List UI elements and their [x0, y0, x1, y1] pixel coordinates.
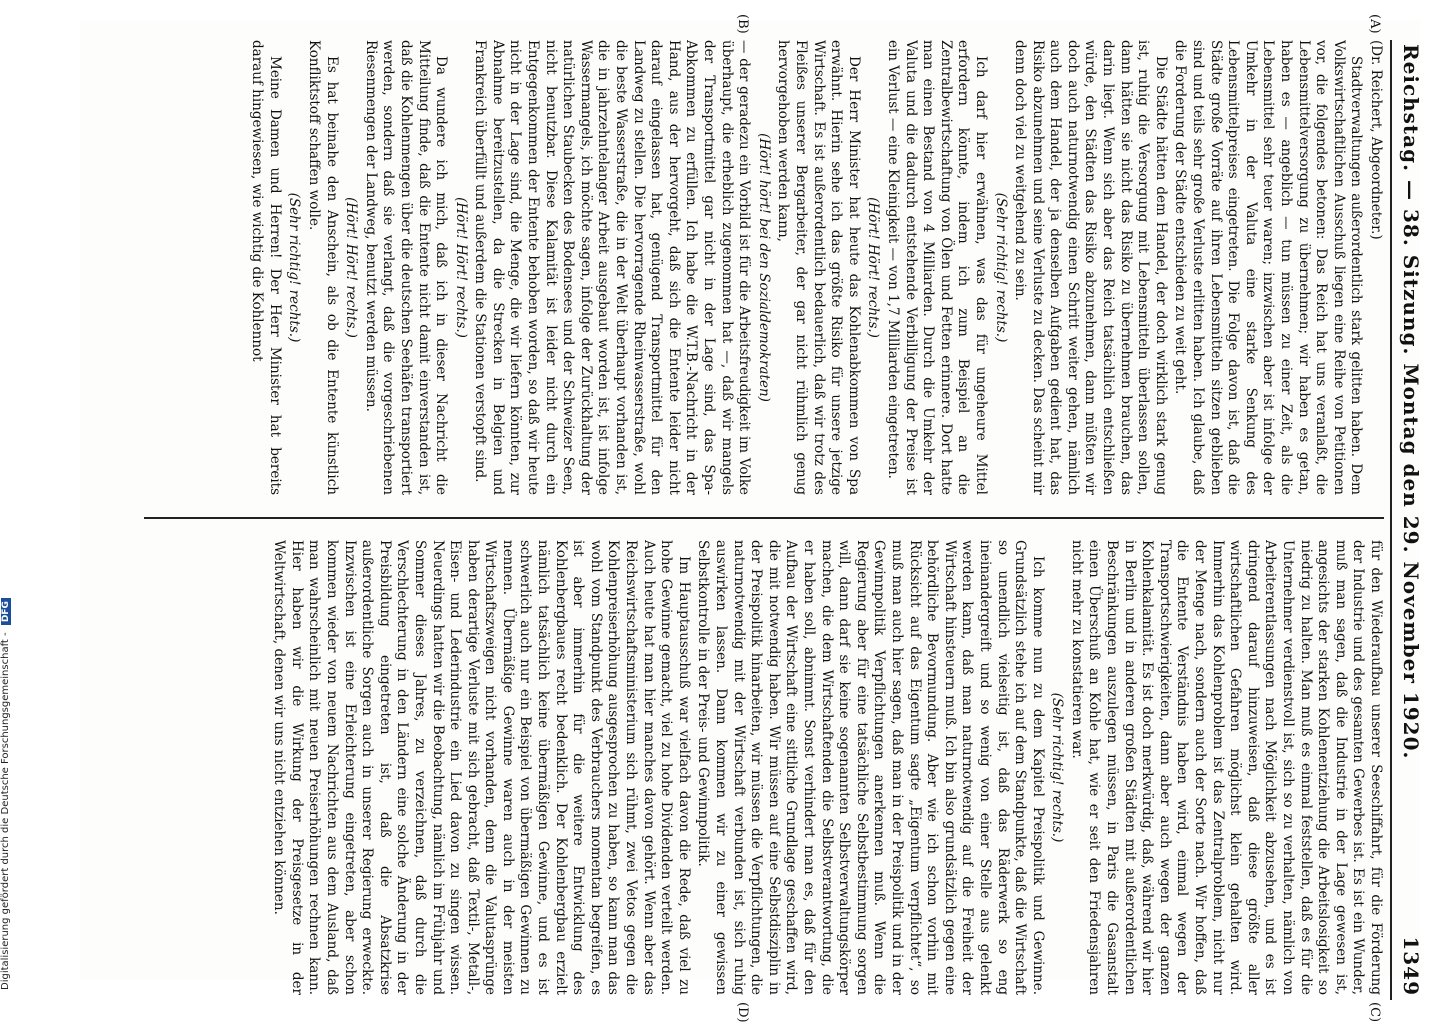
interjection: (Hört! Hört! rechts.) [865, 197, 882, 338]
text-column-left [144, 40, 1384, 495]
page-number: 1349 [1399, 936, 1423, 996]
margin-marker-b: (B) [735, 14, 750, 34]
dfg-logo: DFG [1, 598, 11, 625]
paragraph: (Dr. Reichert, Abgeordneter.) [1368, 40, 1384, 240]
interjection: (Sehr richtig! rechts.) [286, 192, 303, 343]
text-column-right [144, 540, 1384, 995]
interjection: (Sehr richtig! rechts.) [992, 192, 1009, 343]
interjection: (Hört! hört! bei den Sozialdemokraten) [755, 133, 772, 402]
digitization-credit [0, 598, 20, 990]
header-title: Reichstag. — 38. Sitzung. Montag den 29. November 1920. [1399, 44, 1423, 760]
page-header [1390, 40, 1430, 1000]
credit-text: Digitalisierung gefördert durch die Deutsche Forschungsgemeinschaft - [0, 632, 11, 990]
paragraph: Es hat beinahe den Anschein, als ob die Entente künstlich Konfliktstoff schaffen wolle. [305, 40, 340, 495]
paragraph: für den Wiederaufbau unserer Seeschiffahrt, für die Förderung der Industrie und des gesamten Gewerbes ist. Es ist ein Wunder, muß man sagen, daß die Industrie in der Lage gewesen ist, angesichts der starken Kohlenentziehung die Arbeitslosigkeit so niedrig zu halten. Man muß es einmal feststellen, daß es für die Unternehmer verdienstvoll ist, sich so zu verhalten, nämlich von Arbeiterentlassungen nach Möglichkeit abzusehen, und es ist dringend darauf hinzuweisen, daß diese größte aller wirtschaftlichen Gefahren möglichst klein gehalten wird. Immerhin das Kohlenproblem ist das Zentralproblem, nicht nur der Menge nach, sondern auch der Sorte nach. Wir hoffen, daß die Entente Verständnis haben wird, einmal wegen der Transportschwierigkeiten, dann aber auch wegen der ganzen Kohlenkalamität. Es ist doch merkwürdig, daß, während wir hier in Berlin und in anderen großen Städten mit außerordentlichen Beschränkungen auszulegen müssen, in Paris die Gasanstalt einen Überschuß an Kohle hat, wie er seit den Friedensjahren nicht mehr zu konstatieren war. [1068, 540, 1384, 995]
interjection: (Hört! Hört! rechts.) [343, 197, 360, 338]
scanned-page [80, 14, 1423, 1023]
column-divider [144, 517, 1384, 519]
paragraph: Da wundere ich mich, daß ich in dieser Nachricht die Mitteilung finde, daß die Entente nicht damit einverstanden ist, daß die Kohlenmengen über die deutschen Seehäfen transportiert werden, sondern daß sie verlangt, daß die vorgeschriebenen Riesenmengen der Landweg, benutzt werden müssen. [362, 40, 450, 495]
paragraph: Ich komme nun zu dem Kapitel Preispolitik und Gewinne. Grundsätzlich stehe ich auf dem Standpunkte, daß die Wirtschaft so unendlich vielseitig ist, daß das Räderwerk so eng ineinandergreift und so wenig von einer Stelle aus gelenkt werden kann, daß man naturnotwendig auf die Freiheit der Wirtschaft hinsteuern muß. Ich bin also grundsätzlich gegen eine behördliche Bevormundung. Aber wie ich schon vorhin mit Rücksicht auf das Eigentum sagte „Eigentum verpflichtet“, so muß man auch hier sagen, daß man in der Preispolitik und in der Gewinnpolitik Verpflichtungen anerkennen muß. Wenn die Regierung aber für eine tatsächliche Selbstbestimmung sorgen will, dann darf sie keine sogenannten Selbstverwaltungskörper machen, die dem Wirtschaftenden die Selbstverantwortung, die er haben soll, abnimmt. Sonst verhindert man es, daß für den Aufbau der Wirtschaft eine sittliche Grundlage geschaffen wird, die mit notwendig haben. Wir müssen auf eine Selbstdisziplin in der Preispolitik hinarbeiten, wir müssen die Verpflichtungen, die naturnotwendig mit der Wirtschaft verbunden ist, sich ruhig auswirken lassen. Dann kommen wir zu einer gewissen Selbstkontrolle in der Preis- und Gewinnpolitik. [695, 540, 1046, 995]
paragraph: Stadtverwaltungen außerordentlich stark gelitten haben. Dem Volkswirtschaftlichen Ausschuß liegen eine Reihe von Petitionen vor, die folgendes betonen: Das Reich hat uns veranlaßt, die Lebensmittelversorgung zu übernehmen; wir haben es getan, haben es — angeblich — tun müssen zu einer Zeit, als die Lebensmittel sehr teuer waren; inzwischen aber ist infolge der Umkehr in der Valuta eine starke Senkung des Lebensmittelpreises eingetreten. Die Folge davon ist, daß die Städte große Vorräte auf ihren Lebensmitteln sitzen geblieben sind und teils sehr große Verluste erlitten haben. Ich glaube, daß die Forderung der Städte entschieden zu weit geht. [1172, 40, 1365, 495]
paragraph: Meine Damen und Herren! Der Herr Minister hat bereits darauf hingewiesen, wie wichtig die Kohlennot [249, 40, 283, 495]
rotated-page-content [130, 14, 1430, 1023]
paragraph: Der Herr Minister hat heute das Kohlenabkommen von Spa erwähnt. Hierin sehe ich das größte Risiko für unsere jetzige Wirtschaft. Es ist außerordentlich bedauerlich, daß wir trotz des Fleißes unserer Bergarbeiter, der gar nicht rühmlich genug hervorgehoben werden kann, [775, 40, 862, 495]
paragraph: Im Hauptausschuß war vielfach davon die Rede, daß viel zu hohe Gewinne gemacht, viel zu hohe Dividenden verteilt werden. Auch heute hat man hier manches davon gehört. Wenn aber das Reichswirtschaftsministerium sich rühmt, zwei Vetos gegen die Kohlenpreiserhöhung ausgesprochen zu haben, so kann man das wohl vom Standpunkt des Verbrauchers momentan begreifen, es ist aber immerhin für die weitere Entwicklung des Kohlenbergbaues recht bedenklich. Der Kohlenbergbau erzielt nämlich tatsächlich keine übermäßigen Gewinne, und es ist schwerlich auch nur ein Beispiel von übermäßigen Gewinnen zu nennen. Übermäßige Gewinne waren auch in der meisten Wirtschaftszweigen nicht vorhanden, denn die Valutasprünge haben derartige Verluste mit sich gebracht, daß Textil-, Metall-, Eisen- und Lederindustrie ein Lied davon zu singen wissen. Neuerdings hatten wir die Beobachtung, nämlich im Frühjahr und Sommer dieses Jahres, zu verzeichnen, daß durch die Verschlechterung in den Ländern eine solche Änderung in der Preisbildung eingetreten ist, daß die Absatzkrise außerordentliche Sorgen auch in unserer Regierung erweckte. Inzwischen ist eine Erleichterung eingetreten, aber schon kommen wieder von neuem Nachrichten aus dem Ausland, daß man wahrscheinlich mit neuen Preiserhöhungen rechnen kann. Hier haben wir die Wirkung der Preisgesetze in der Weltwirtschaft, denen wir uns nicht entziehen können. [271, 540, 692, 995]
margin-marker-a: (A) [1367, 14, 1382, 34]
paragraph: Die Städte hätten dem Handel, der doch wirklich stark genug ist, ruhig die Versorgung mit Lebensmitteln überlassen sollen, dann hätten sie nicht das Risiko zu übernehmen brauchen, das darin liegt. Wenn sich aber das Reich tatsächlich entschließen würde, den Städten das Risiko abzunehmen, dann müßten wir doch auch naturnotwendig einen Schritt weiter gehen, nämlich auch dem Handel, der ja denselben Aufgaben gedient hat, das Risiko abzunehmen und seine Verluste zu decken. Das scheint mir denn doch viel zu weitgehend zu sein. [1012, 40, 1169, 495]
margin-marker-d: (D) [735, 1002, 750, 1023]
paragraph: Ich darf hier erwähnen, was das für ungeheure Mittel erfordern könnte, indem ich zum Beispiel an die Zentralbewirtschaftung von Ölen und Fetten erinnere. Dort hatte man einen Bestand von 4 Milliarden. Durch die Umkehr der Valuta und die dadurch entstehende Verbilligung der Preise ist ein Verlust — eine Kleinigkeit — von 1,7 Milliarden eingetreten. [884, 40, 989, 495]
paragraph: — der geradezu ein Vorbild ist für die Arbeitsfreudigkeit im Volke überhaupt, die erheblich zugenommen hat —, daß wir mangels der Transportmittel gar nicht in der Lage sind, das Spa-Abkommen zu erfüllen. Ich habe die W.T.B.-Nachricht in der Hand, aus der hervorgeht, daß sich die Entente leider nicht darauf eingelassen hat, genügend Transportmittel für den Landweg zu stellen. Die hervorragende Rheinwasserstraße, wohl die beste Wasserstraße, die in der Welt überhaupt vorhanden ist, die in jahrzehntelanger Arbeit ausgebaut worden ist, ist infolge Wassermangels, ich möchte sagen, infolge der Zurückhaltung der natürlichen Staubecken des Bodensees und der Schweizer Seen, nicht benutzbar. Diese Kalamität ist leider nicht durch ein Entgegenkommen der Entente behoben worden, so daß wir heute nicht in der Lage sind, die Menge, die wir liefern könnten, zur Abnahme bereitzustellen, da die Strecken in Belgien und Frankreich überfüllt und außerdem die Stationen verstopft sind. [472, 40, 753, 495]
margin-marker-c: (C) [1367, 1002, 1382, 1023]
interjection: (Sehr richtig! rechts.) [1049, 692, 1066, 843]
interjection: (Hört! Hört! rechts.) [452, 197, 469, 338]
